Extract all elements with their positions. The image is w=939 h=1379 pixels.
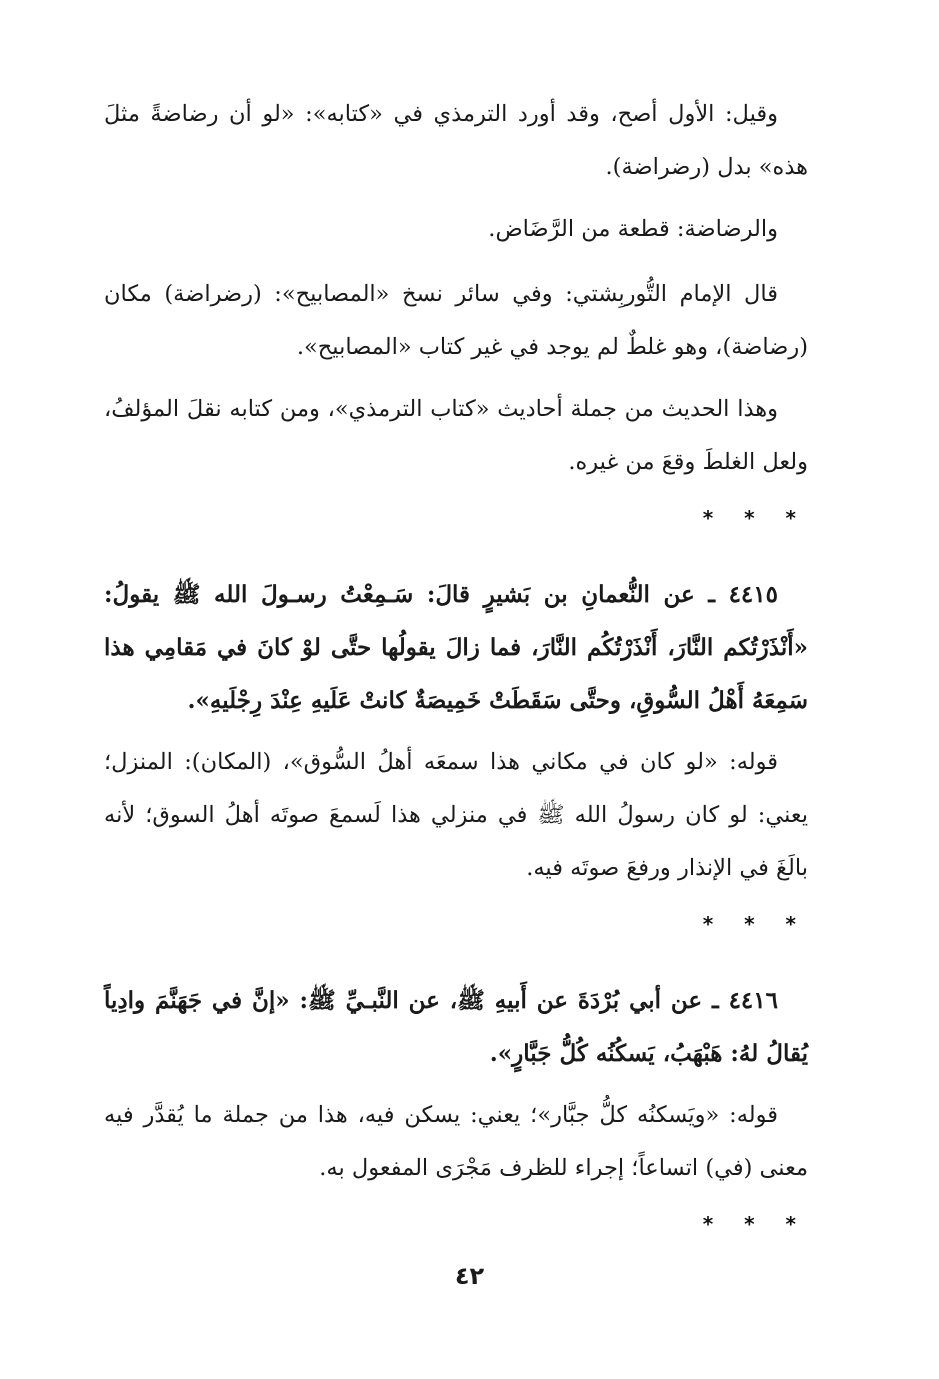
commentary-4416: قوله: «ويَسكنُه كلُّ جبَّار»؛ يعني: يسكن فيه، هذا من جملة ما يُقدَّر فيه معنى (في) اتساعاً؛ إجراء للظرف مَجْرَى المفعول به. — [104, 1102, 808, 1181]
section-divider: * * * — [702, 912, 808, 936]
section-divider: * * * — [702, 1212, 808, 1236]
hadith-4415: ٤٤١٥ ـ عن النُّعمانِ بن بَشيرٍ قالَ: سَـمِعْتُ رسـولَ الله ﷺ يقولُ: «أَنْذَرْتُكم النَّارَ، أَنْذَرْتُكُم النَّارَ، فما زالَ يقولُها حتَّى لوْ كانَ في مَقامِي هذا سَمِعَهُ أَهْلُ السُّوقِ، وحتَّى سَقَطَتْ خَمِيصَةٌ كانتْ عَلَيهِ عِنْدَ رِجْلَيهِ». — [104, 581, 808, 714]
paragraph-source-note: وهذا الحديث من جملة أحاديث «كتاب الترمذي»، ومن كتابه نقلَ المؤلفُ، ولعل الغلطَ وقعَ من غيره. — [104, 396, 808, 475]
commentary-4415: قوله: «لو كان في مكاني هذا سمعَه أهلُ السُّوق»، (المكان): المنزل؛ يعني: لو كان رسولُ الله ﷺ في منزلي هذا لَسمعَ صوتَه أهلُ السوق؛ لأنه بالَغَ في الإنذار ورفعَ صوتَه فيه. — [104, 749, 808, 881]
paragraph-turbishti-note: قال الإمام التُّوربِشتي: وفي سائر نسخ «المصابيح»: (رضراضة) مكان (رضاضة)، وهو غلطٌ لم يوجد في غير كتاب «المصابيح». — [104, 281, 808, 360]
paragraph-definition: والرضاضة: قطعة من الرَّضَاض. — [488, 216, 778, 242]
hadith-4416: ٤٤١٦ ـ عن أبي بُرْدَةَ عن أَبيهِ ﷺ، عن النَّبـيِّ ﷺ: «إنَّ في جَهَنَّمَ وادِياً يُقالُ لهُ: هَبْهَبُ، يَسكُنُه كُلُّ جَبَّارٍ». — [104, 987, 808, 1067]
paragraph-hadith-variant-note: وقيل: الأول أصح، وقد أورد الترمذي في «كتابه»: «لو أن رضاضةً مثلَ هذه» بدل (رضراضة). — [104, 101, 808, 180]
page-body — [104, 88, 808, 1274]
page-number: ٤٢ — [454, 1262, 485, 1290]
section-divider: * * * — [702, 506, 808, 530]
